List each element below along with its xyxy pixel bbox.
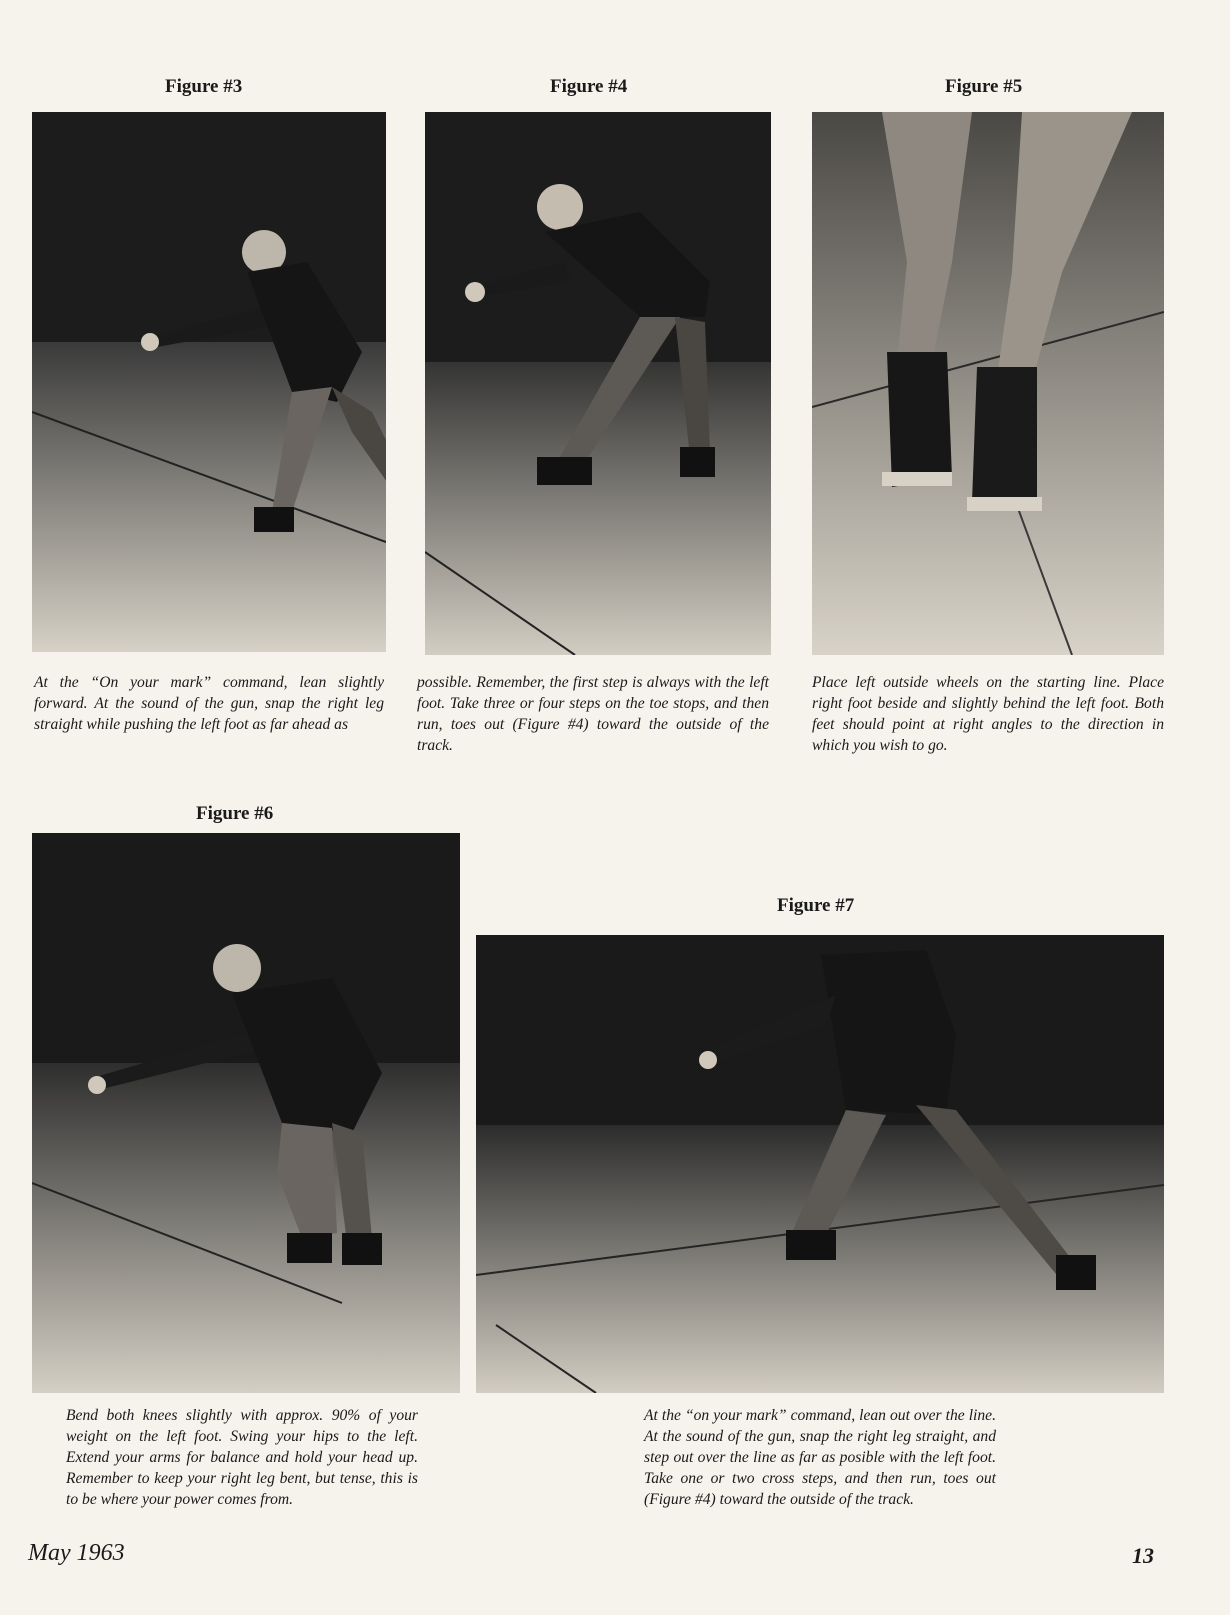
figure-7-label: Figure #7 [777,895,855,916]
figure-7-caption: At the “on your mark” command, lean out over the line. At the sound of the gun, snap the right leg straight, and step out over the line as far as posible with the left foot. Take one or two cross steps, and then run, toes out (Figure #4) toward the outside of the track. [644,1407,996,1508]
figure-3-photo [32,112,386,652]
figure-6-label: Figure #6 [196,803,274,824]
figure-4-caption: possible. Remember, the first step is always with the left foot. Take three or four steps on the toe stops, and then run, toes out (Figure #4) toward the outside of the track. [417,674,769,754]
figure-6-photo [32,833,460,1393]
figure-6-caption: Bend both knees slightly with approx. 90% of your weight on the left foot. Swing your hips to the left. Extend your arms for balance and hold your head up. Remember to keep your right leg bent, but tense, this is to be where your power comes from. [66,1407,418,1508]
figure-3-caption: At the “On your mark” command, lean slightly forward. At the sound of the gun, snap the right leg straight while pushing the left foot as far ahead as [34,674,384,733]
issue-date: May 1963 [28,1540,125,1566]
figure-4-label: Figure #4 [550,76,628,97]
figure-7-photo [476,935,1164,1393]
figure-4-photo [425,112,771,655]
figure-5-label: Figure #5 [945,76,1023,97]
figure-5-caption: Place left outside wheels on the starting line. Place right foot beside and slightly behind the left foot. Both feet should point at right angles to the direction in which you wish to go. [812,674,1164,754]
figure-5-photo [812,112,1164,655]
figure-3-label: Figure #3 [165,76,243,97]
page-number: 13 [1132,1543,1154,1568]
